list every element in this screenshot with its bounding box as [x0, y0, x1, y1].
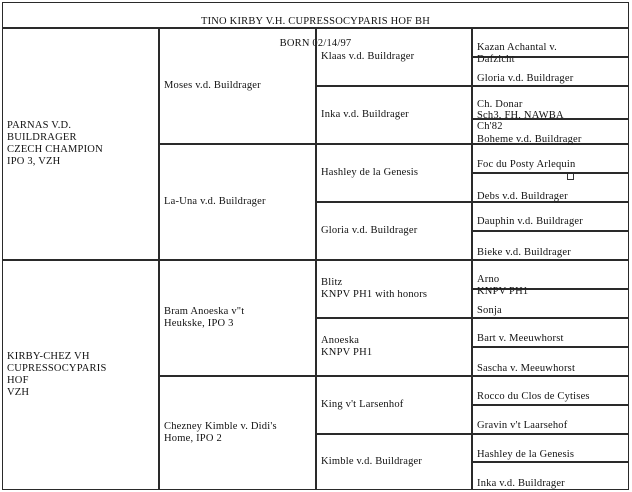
g4-4-name: Boheme v.d. Buildrager: [477, 134, 582, 145]
g4-3-name: Ch. Donar Sch3, FH, NAWBA Ch'82: [477, 99, 564, 132]
birth-date: BORN 02/14/97: [279, 38, 352, 49]
pedigree-header: [2, 2, 629, 49]
pedigree-chart: [2, 2, 629, 490]
paternal-granddam-cell: [159, 144, 316, 260]
ggp-3-cell: [316, 144, 472, 202]
g4-11-cell: [472, 318, 629, 347]
sire-name: PARNAS V.D. BUILDRAGER CZECH CHAMPION IPO 3, VZH: [7, 120, 103, 167]
g4-15-cell: [472, 434, 629, 462]
ggp-2-cell: [316, 86, 472, 144]
g4-12-cell: [472, 347, 629, 376]
g4-15-name: Hashley de la Genesis: [477, 449, 575, 460]
g4-12-name: Sascha v. Meeuwhorst: [477, 363, 576, 374]
g4-1-name: Kazan Achantal v. Dafzicht: [477, 42, 557, 65]
maternal-granddam-cell: [159, 376, 316, 490]
dog-title: TINO KIRBY V.H. CUPRESSOCYPARIS HOF BH: [200, 16, 431, 27]
g4-13-cell: [472, 376, 629, 405]
g4-5-name: Foc du Posty Arlequin: [477, 159, 576, 170]
ggp-4-cell: [316, 202, 472, 260]
g4-2-cell: [472, 57, 629, 86]
g4-6-name: Debs v.d. Buildrager: [477, 191, 568, 202]
ggp-6-name: Anoeska KNPV PH1: [321, 335, 373, 358]
ggp-8-name: Kimble v.d. Buildrager: [321, 456, 423, 467]
ggp-3-name: Hashley de la Genesis: [321, 167, 419, 178]
ggp-6-cell: [316, 318, 472, 376]
g4-7-cell: [472, 202, 629, 231]
maternal-grandsire-cell: [159, 260, 316, 376]
g4-16-name: Inka v.d. Buildrager: [477, 478, 565, 489]
ggp-2-name: Inka v.d. Buildrager: [321, 109, 409, 120]
dam-name: KIRBY-CHEZ VH CUPRESSOCYPARIS HOF VZH: [7, 351, 107, 398]
sire-cell: [2, 28, 159, 260]
g4-7-name: Dauphin v.d. Buildrager: [477, 216, 583, 227]
g4-10-cell: [472, 289, 629, 318]
g4-14-name: Gravin v't Laarsehof: [477, 420, 568, 431]
g4-13-name: Rocco du Clos de Cytises: [477, 391, 590, 402]
g4-4-cell: [472, 119, 629, 144]
ggp-7-name: King v't Larsenhof: [321, 399, 404, 410]
dam-cell: [2, 260, 159, 490]
g4-11-name: Bart v. Meeuwhorst: [477, 333, 564, 344]
paternal-grandsire-name: Moses v.d. Buildrager: [164, 80, 261, 91]
g4-8-cell: [472, 231, 629, 260]
g4-2-name: Gloria v.d. Buildrager: [477, 73, 574, 84]
ggp-1-cell: [316, 28, 472, 86]
maternal-grandsire-name: Bram Anoeska v"t Heukske, IPO 3: [164, 306, 245, 329]
paternal-granddam-name: La-Una v.d. Buildrager: [164, 196, 266, 207]
g4-14-cell: [472, 405, 629, 434]
ggp-5-name: Blitz KNPV PH1 with honors: [321, 277, 428, 300]
ggp-7-cell: [316, 376, 472, 434]
ggp-5-cell: [316, 260, 472, 318]
g4-9-cell: [472, 260, 629, 297]
g4-10-name: Sonja: [477, 305, 502, 316]
g4-9-name: Arno KNPV PH1: [477, 274, 529, 297]
g4-5-cell: [472, 144, 629, 173]
maternal-granddam-name: Chezney Kimble v. Didi's Home, IPO 2: [164, 421, 277, 444]
ggp-4-name: Gloria v.d. Buildrager: [321, 225, 418, 236]
g4-16-cell: [472, 462, 629, 490]
paternal-grandsire-cell: [159, 28, 316, 144]
g4-3-cell: [472, 86, 629, 132]
ggp-8-cell: [316, 434, 472, 490]
g4-1-cell: [472, 28, 629, 65]
g4-8-name: Bieke v.d. Buildrager: [477, 247, 571, 258]
ggp-1-name: Klaas v.d. Buildrager: [321, 51, 415, 62]
g4-6-cell: [472, 173, 629, 202]
